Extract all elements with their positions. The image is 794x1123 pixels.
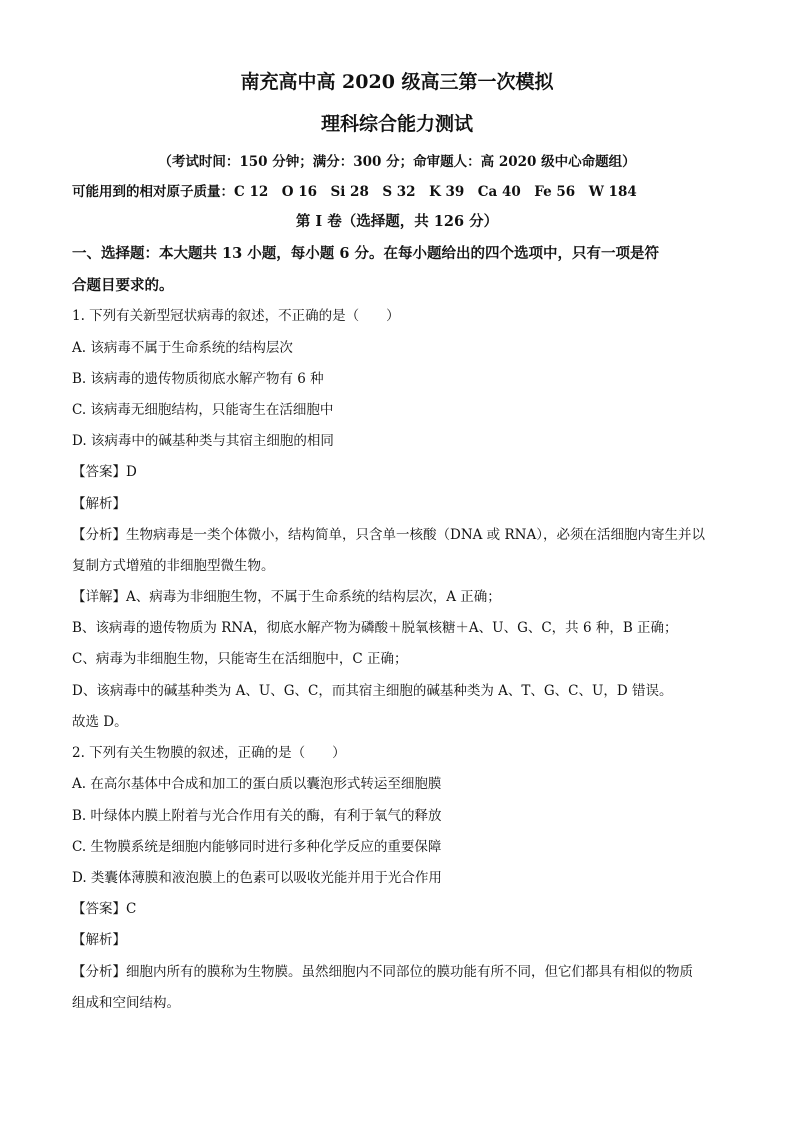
question-1-option-a: A. 该病毒不属于生命系统的结构层次 — [72, 340, 293, 356]
question-1-detail-a: 【详解】A、病毒为非细胞生物，不属于生命系统的结构层次，A 正确； — [72, 589, 501, 605]
question-2-stem: 2. 下列有关生物膜的叙述，正确的是（ ） — [72, 745, 346, 761]
exam-title: 南充高中高 2020 级高三第一次模拟 — [240, 71, 554, 93]
question-1-option-b: B. 该病毒的遗传物质彻底水解产物有 6 种 — [72, 371, 324, 387]
question-2-option-d: D. 类囊体薄膜和液泡膜上的色素可以吸收光能并用于光合作用 — [72, 870, 442, 886]
question-2-analysis-line-1: 【分析】细胞内所有的膜称为生物膜。虽然细胞内不同部位的膜功能有所不同，但它们都具有相似的物质 — [72, 964, 693, 980]
question-1-stem: 1. 下列有关新型冠状病毒的叙述，不正确的是（ ） — [72, 308, 400, 324]
volume-heading: 第 I 卷（选择题，共 126 分） — [295, 213, 499, 230]
exam-subtitle: 理科综合能力测试 — [320, 113, 473, 135]
question-2-analysis-label: 【解析】 — [72, 932, 126, 948]
question-1-option-c: C. 该病毒无细胞结构，只能寄生在活细胞中 — [72, 402, 334, 418]
question-2-option-a: A. 在高尔基体中合成和加工的蛋白质以囊泡形式转运至细胞膜 — [72, 776, 442, 792]
question-1-conclusion: 故选 D。 — [72, 714, 128, 730]
question-1-analysis-line-1: 【分析】生物病毒是一类个体微小，结构简单，只含单一核酸（DNA 或 RNA），必须在活细胞内寄生并以 — [72, 527, 705, 543]
question-1-answer: 【答案】D — [72, 464, 137, 480]
question-2-answer: 【答案】C — [72, 901, 137, 917]
question-1-detail-d: D、该病毒中的碱基种类为 A、U、G、C，而其宿主细胞的碱基种类为 A、T、G、C、U，D 错误。 — [72, 683, 673, 699]
question-1-analysis-label: 【解析】 — [72, 496, 126, 512]
question-2-option-b: B. 叶绿体内膜上附着与光合作用有关的酶，有利于氧气的释放 — [72, 808, 442, 824]
atomic-masses: 可能用到的相对原子质量：C 12 O 16 Si 28 S 32 K 39 Ca 40 Fe 56 W 184 — [72, 184, 637, 200]
section-instruction-line-2: 合题目要求的。 — [72, 277, 174, 294]
exam-info: （考试时间：150 分钟；满分：300 分；命审题人：高 2020 级中心命题组） — [158, 154, 636, 170]
question-1-detail-b: B、该病毒的遗传物质为 RNA，彻底水解产物为磷酸＋脱氧核糖＋A、U、G、C，共 6 种，B 正确； — [72, 620, 678, 636]
question-2-option-c: C. 生物膜系统是细胞内能够同时进行多种化学反应的重要保障 — [72, 839, 442, 855]
question-2-analysis-line-2: 组成和空间结构。 — [72, 995, 180, 1011]
question-1-detail-c: C、病毒为非细胞生物，只能寄生在活细胞中，C 正确； — [72, 651, 408, 667]
question-1-analysis-line-2: 复制方式增殖的非细胞型微生物。 — [72, 558, 275, 574]
question-1-option-d: D. 该病毒中的碱基种类与其宿主细胞的相同 — [72, 433, 334, 449]
section-instruction-line-1: 一、选择题：本大题共 13 小题，每小题 6 分。在每小题给出的四个选项中，只有一项是符 — [72, 245, 659, 262]
